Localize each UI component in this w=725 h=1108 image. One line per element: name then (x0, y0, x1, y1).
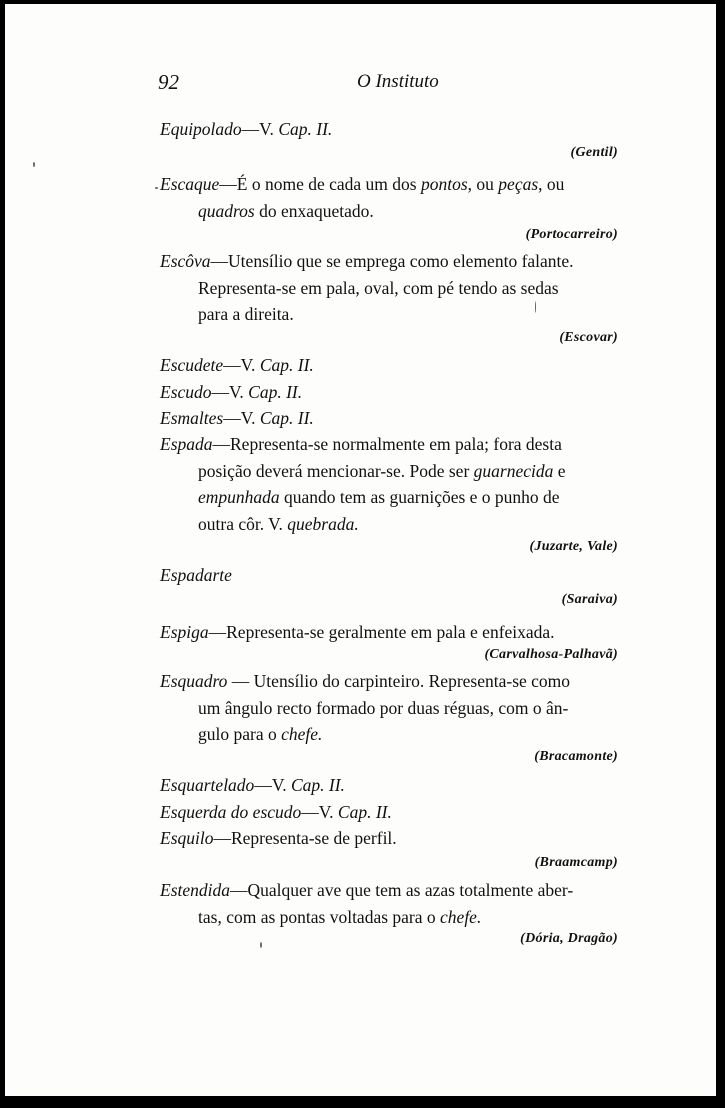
entry-term: Escudo (160, 381, 212, 402)
entry-source: (Braamcamp) (534, 855, 618, 870)
entry-source: (Portocarreiro) (525, 227, 618, 242)
entry-term: Esmaltes (160, 408, 224, 428)
entry-italic: quadros (198, 200, 255, 221)
entry-italic: pontos (420, 174, 468, 194)
entry-reference: Cap. II. (259, 408, 314, 428)
entry-text: quando tem as guarnições e o punho de (279, 487, 560, 507)
page-number: 92 (158, 70, 179, 94)
entry-text: —V. (254, 775, 291, 795)
running-title: O Instituto (357, 71, 439, 92)
entry-reference: Cap. II. (290, 775, 345, 795)
entry-term: Espada (160, 434, 213, 454)
entry-reference: Cap. II. (278, 119, 333, 139)
entry-text: e (553, 460, 566, 481)
entry-text: do enxaquetado. (254, 200, 374, 221)
entry-italic: chefe. (281, 724, 323, 744)
entry-term: Escudete (160, 355, 224, 375)
entry-term: Espadarte (160, 565, 232, 585)
entry-text: posição deverá mencionar-se. Pode ser (198, 460, 474, 481)
entry-esquartelado (160, 772, 630, 852)
entry-source: (Dória, Dragão) (520, 931, 618, 946)
entry-text: , ou (538, 174, 565, 194)
entry-source: (Juzarte, Vale) (529, 539, 618, 554)
entry-escova (160, 248, 630, 328)
entry-text: —É o nome de cada um dos (219, 174, 421, 194)
entry-esquadro (160, 668, 630, 748)
page-header (5, 70, 716, 100)
entry-text: Representa-se em pala, oval, com pé tendo as sedas (198, 277, 559, 298)
entry-text: um ângulo recto formado por duas réguas, com o ân- (198, 697, 569, 718)
entry-italic: guarnecida (473, 460, 554, 481)
entry-text: para a direita. (198, 304, 294, 324)
paper-speck (155, 187, 158, 189)
entry-text: —V. (223, 408, 260, 428)
entry-term: Escaque (160, 174, 220, 194)
entry-reference: Cap. II. (248, 381, 303, 402)
entry-text: —Utensílio que se emprega como elemento falante. (210, 251, 574, 271)
entry-text: — Utensílio do carpinteiro. Representa-se como (227, 671, 571, 691)
entry-reference: Cap. II. (259, 355, 314, 375)
entry-text: —Qualquer ave que tem as azas totalmente aber- (230, 880, 574, 900)
entry-espada (160, 431, 630, 537)
entry-source: (Carvalhosa-Palhavã) (484, 647, 618, 662)
entry-equipolado (160, 116, 630, 143)
book-page (5, 4, 716, 1096)
entry-estendida (160, 877, 630, 930)
entry-term: Esquadro (160, 671, 228, 691)
entry-italic: empunhada (198, 487, 280, 507)
paper-speck (33, 162, 35, 167)
entry-text: —V. (241, 119, 279, 139)
paper-speck (260, 942, 262, 948)
entry-espadarte (160, 562, 630, 589)
entry-text: —Representa-se de perfil. (213, 828, 397, 848)
entry-reference: Cap. II. (337, 801, 392, 822)
entry-italic: chefe. (440, 906, 482, 927)
entry-text: —V. (211, 381, 249, 402)
entry-text: tas, com as pontas voltadas para o (198, 906, 441, 927)
entry-source: (Escovar) (559, 330, 618, 345)
entry-text: —Representa-se geralmente em pala e enfeixada. (208, 622, 555, 642)
entry-term: Esquerda do escudo (160, 801, 302, 822)
entry-term: Estendida (160, 880, 230, 900)
entry-text: outra côr. V. (198, 513, 288, 534)
entry-text: —V. (301, 801, 338, 822)
paper-speck (535, 301, 536, 313)
entry-escudete (160, 352, 630, 432)
entry-text: —Representa-se normalmente em pala; fora desta (212, 434, 562, 454)
entry-espiga (160, 619, 630, 646)
entry-italic: quebrada. (287, 513, 359, 534)
entry-term: Equipolado (160, 119, 242, 139)
entry-term: Escôva (160, 251, 211, 271)
entry-escaque (160, 171, 630, 224)
entry-term: Espiga (160, 622, 209, 642)
entry-text: gulo para o (198, 724, 282, 744)
entry-term: Esquilo (160, 828, 214, 848)
entry-text: , ou (467, 174, 499, 194)
entry-source: (Saraiva) (561, 592, 618, 607)
entry-term: Esquartelado (160, 775, 255, 795)
entry-text: —V. (223, 355, 260, 375)
entry-source: (Bracamonte) (534, 749, 618, 764)
entry-source: (Gentil) (570, 145, 618, 160)
entry-italic: peças (498, 174, 539, 194)
